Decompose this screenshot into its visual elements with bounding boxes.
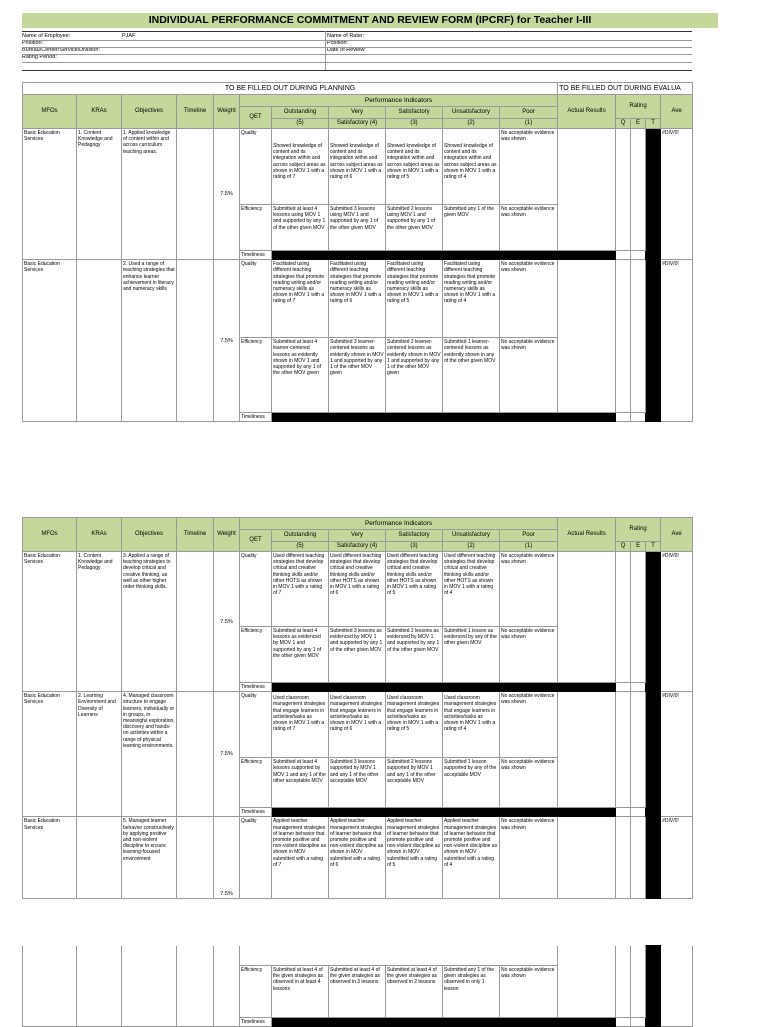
rating-q-cell[interactable] — [616, 552, 631, 683]
indicator-cell: Submitted at least 4 lessons as evidenced by MOV 1 and supported by any 1 of the other given MOV — [272, 627, 329, 683]
kra-cell: 1. Content Knowledge and Pedagogy — [77, 552, 122, 692]
header-objectives: Objectives — [122, 95, 177, 129]
qet-timeliness: Timeliness — [240, 251, 272, 260]
rating-t-cell — [646, 260, 661, 422]
indicator-cell: Submitted 1 lesson as evidenced by any of the other given MOV — [443, 627, 500, 683]
qet-quality: Quality — [240, 552, 272, 627]
divider — [22, 40, 692, 41]
indicator-cell: Applied teacher management strategies of learner behavior that promote positive and non-violent discipline as shown in MOV submitted with a rating of 5 — [386, 817, 443, 899]
objective-cell — [122, 946, 177, 1027]
objective-cell: 3. Applied a range of teaching strategies to develop critical and creative thinking, as well as other higher order thinking skills. — [122, 552, 177, 692]
header-qet: QET — [240, 530, 272, 552]
rater-position-label: Position: — [327, 40, 349, 46]
qet-timeliness: Timeliness — [240, 808, 272, 817]
kra-cell — [77, 260, 122, 422]
timeliness-bar — [272, 683, 616, 692]
header-rating: Rating — [616, 95, 661, 119]
qet-timeliness: Timeliness — [240, 413, 272, 422]
indicator-cell: Used classroom management strategies that engage learners in activities/tasks as shown in MOV 1 with a rating of 4 — [443, 692, 500, 758]
divider — [325, 31, 326, 70]
timeline-cell[interactable] — [177, 946, 214, 1027]
qet-timeliness: Timeliness — [240, 683, 272, 692]
header-poor-num: (1) — [500, 119, 558, 129]
header-very: Very — [329, 107, 386, 119]
kra-cell: 1. Content Knowledge and Pedagogy — [77, 129, 122, 260]
header-weight: Weight — [214, 95, 240, 129]
ipcrf-table-3 — [22, 945, 693, 1027]
qet-quality: Quality — [240, 129, 272, 205]
rating-e-cell — [631, 1018, 646, 1027]
indicator-cell: Used classroom management strategies that engage learners in activities/tasks as shown in MOV 1 with a rating of 6 — [329, 692, 386, 758]
weight-cell: 7.5% — [214, 817, 240, 899]
header-timeline: Timeline — [177, 95, 214, 129]
indicator-cell: No acceptable evidence was shown — [500, 758, 558, 808]
header-objectives: Objectives — [122, 518, 177, 552]
rating-q-cell — [616, 808, 631, 817]
rating-period-label: Rating Period: — [22, 54, 57, 60]
header-satisfactory-num: (3) — [386, 119, 443, 129]
header-performance-indicators: Performance Indicators — [240, 95, 558, 107]
rating-t-cell — [646, 817, 661, 899]
objective-cell: 1. Applied knowledge of content within and across curriculum teaching areas. — [122, 129, 177, 260]
rating-t-cell — [646, 552, 661, 692]
qet-efficiency: Efficiency — [240, 205, 272, 251]
indicator-cell: Showed knowledge of content and its integration within and across subject areas as shown in MOV 1 with a rating of 7 — [272, 129, 329, 205]
indicator-cell: Used different teaching strategies that develop critical and creative thinking skills and/or other HOTS as shown in MOV 1 with a rating of 7 — [272, 552, 329, 627]
indicator-cell: Applied teacher management strategies of learner behavior that promote positive and non-violent discipline as shown in MOV submitted with a rating of 4 — [443, 817, 500, 899]
ave-cell: #DIV/0! — [661, 552, 693, 692]
name-of-employee-label: Name of Employee: — [22, 33, 71, 39]
evaluation-label: TO BE FILLED OUT DURING EVALUA — [558, 83, 693, 95]
indicator-cell: No acceptable evidence was shown — [500, 966, 558, 1018]
timeline-cell[interactable] — [177, 692, 214, 817]
kra-cell — [77, 817, 122, 899]
rating-q-cell[interactable] — [616, 692, 631, 808]
header-performance-indicators: Performance Indicators — [240, 518, 558, 530]
timeline-cell[interactable] — [177, 129, 214, 260]
weight-cell: 7.5% — [214, 129, 240, 260]
header-outstanding: Outstanding — [272, 107, 329, 119]
ipcrf-table-1 — [22, 82, 693, 422]
divider — [22, 31, 692, 32]
header-e: E — [631, 119, 646, 129]
timeliness-bar — [272, 251, 616, 260]
timeliness-bar — [272, 808, 616, 817]
header-poor-num: (1) — [500, 542, 558, 552]
divider — [22, 62, 692, 63]
rating-q-cell[interactable] — [616, 260, 631, 413]
ave-cell — [661, 946, 693, 1027]
indicator-cell: Used classroom management strategies that engage learners in activities/tasks as shown in MOV 1 with a rating of 5 — [386, 692, 443, 758]
mfo-cell: Basic Education Services — [23, 552, 77, 692]
rating-e-cell — [631, 413, 646, 422]
rating-q-cell[interactable] — [616, 946, 631, 1018]
table-row — [23, 129, 693, 205]
ave-cell: #DIV/0! — [661, 692, 693, 817]
header-unsatisfactory-num: (2) — [443, 542, 500, 552]
rating-q-cell[interactable] — [616, 129, 631, 251]
mfo-cell: Basic Education Services — [23, 260, 77, 422]
rating-e-cell[interactable] — [631, 552, 646, 683]
indicator-cell: No acceptable evidence was shown — [500, 552, 558, 627]
header-t: T — [646, 119, 661, 129]
indicator-cell: Submitted any 1 of the given MOV — [443, 205, 500, 251]
indicator-cell: No acceptable evidence was shown — [500, 627, 558, 683]
header-mfos: MFOs — [23, 518, 77, 552]
mfo-cell: Basic Education Services — [23, 817, 77, 899]
indicator-cell: No acceptable evidence was shown — [500, 129, 558, 205]
header-q: Q — [616, 119, 631, 129]
rating-e-cell — [631, 683, 646, 692]
rating-t-cell — [646, 692, 661, 817]
actual-results-cell[interactable] — [558, 692, 616, 808]
indicator-cell: Facilitated using different teaching strategies that promote reading writing and/or numeracy skills as shown in MOV 1 with a rating of 4 — [443, 260, 500, 338]
indicator-cell: No acceptable evidence was shown — [500, 260, 558, 338]
indicator-cell: Submitted 2 lessons supported by MOV 1 and any 1 of the other acceptable MOV — [386, 758, 443, 808]
objective-cell: 4. Managed classroom structure to engage learners, individually or in groups, in meaningful exploration, discovery and hands-on activities within a range of physical learning environments. — [122, 692, 177, 817]
header-outstanding-num: (5) — [272, 119, 329, 129]
indicator-cell: Used different teaching strategies that develop critical and creative thinking skills and/or other HOTS as shown in MOV 1 with a rating of 4 — [443, 552, 500, 627]
actual-results-cell[interactable] — [558, 946, 616, 1018]
header-very: Very — [329, 530, 386, 542]
indicator-cell: Submitted 3 lessons as evidenced by MOV 1 and supported by any 1 of the other given MOV — [329, 627, 386, 683]
header-e: E — [631, 542, 646, 552]
header-unsatisfactory: Unsatisfactory — [443, 107, 500, 119]
divider — [22, 47, 692, 48]
rating-e-cell[interactable] — [631, 260, 646, 413]
indicator-cell: Submitted any 1 of the given strategies as observed in only 1 lesson — [443, 966, 500, 1018]
rating-q-cell[interactable] — [616, 817, 631, 899]
qet-efficiency: Efficiency — [240, 758, 272, 808]
rating-e-cell[interactable] — [631, 946, 646, 1018]
actual-results-cell[interactable] — [558, 129, 616, 251]
indicator-cell: Used different teaching strategies that develop critical and creative thinking skills and/or other HOTS as shown in MOV 1 with a rating of 6 — [329, 552, 386, 627]
timeliness-bar — [272, 1018, 616, 1027]
table-row — [23, 260, 693, 338]
weight-cell: 7.5% — [214, 552, 240, 692]
indicator-cell: Facilitated using different teaching strategies that promote reading writing and/or numeracy skills as shown in MOV 1 with a rating of 7 — [272, 260, 329, 338]
indicator-cell: Submitted at least 4 learner-centered lessons as evidently shown in MOV 1 and supported by any 1 of the other MOV given — [272, 338, 329, 413]
header-ave: Ave — [661, 518, 693, 552]
indicator-cell: Used different teaching strategies that develop critical and creative thinking skills and/or other HOTS as shown in MOV 1 with a rating of 5 — [386, 552, 443, 627]
header-weight: Weight — [214, 518, 240, 552]
header-outstanding-num: (5) — [272, 542, 329, 552]
actual-results-cell[interactable] — [558, 552, 616, 683]
rating-t-cell — [646, 129, 661, 260]
indicator-cell: Showed knowledge of content and its integration within and across subject areas as shown in MOV 1 with a rating of 4 — [443, 129, 500, 205]
indicator-cell: Submitted at least 4 of the given strategies as observed in at least 4 lessons — [272, 966, 329, 1018]
actual-results-cell[interactable] — [558, 817, 616, 899]
objective-cell: 2. Used a range of teaching strategies that enhance learner achievement in literacy and numeracy skills — [122, 260, 177, 422]
form-title: INDIVIDUAL PERFORMANCE COMMITMENT AND REVIEW FORM (IPCRF) for Teacher I-III — [22, 13, 718, 28]
position-label: Position: — [22, 40, 44, 46]
indicator-cell: Submitted 2 lessons using MOV 1 and supported by any 1 of the other given MOV — [386, 205, 443, 251]
rating-q-cell — [616, 413, 631, 422]
rating-q-cell — [616, 1018, 631, 1027]
qet-quality: Quality — [240, 692, 272, 758]
rating-e-cell — [631, 808, 646, 817]
ipcrf-table-2 — [22, 517, 693, 899]
header-q: Q — [616, 542, 631, 552]
rater-info — [327, 33, 627, 54]
weight-cell: 7.5% — [214, 260, 240, 422]
qet-efficiency: Efficiency — [240, 627, 272, 683]
header-satisfactory: Satisfactory — [386, 107, 443, 119]
qet-efficiency: Efficiency — [240, 966, 272, 1018]
spacer — [240, 946, 558, 966]
header-satisfactory: Satisfactory — [386, 530, 443, 542]
timeline-cell[interactable] — [177, 552, 214, 692]
header-ave: Ave — [661, 95, 693, 129]
header-poor: Poor — [500, 107, 558, 119]
timeline-cell[interactable] — [177, 260, 214, 422]
header-satisfactory-num: (3) — [386, 542, 443, 552]
indicator-cell: Submitted 2 lessons as evidenced by MOV 1 and supported by any 1 of the other given MOV — [386, 627, 443, 683]
qet-efficiency: Efficiency — [240, 338, 272, 413]
header-mfos: MFOs — [23, 95, 77, 129]
indicator-cell: Submitted 2 learner-centered lessons as evidently shown in MOV 1 and supported by any 1 of the other MOV given — [386, 338, 443, 413]
rating-q-cell — [616, 251, 631, 260]
header-very-sat: Satisfactory (4) — [329, 542, 386, 552]
table-row — [23, 692, 693, 758]
indicator-cell: Submitted 3 lessons supported by MOV 1 and any 1 of the other acceptable MOV — [329, 758, 386, 808]
indicator-cell: Submitted at least 4 of the given strategies as observed in 2 lessons — [386, 966, 443, 1018]
date-of-review-label: Date of Review: — [327, 47, 366, 53]
indicator-cell: Showed knowledge of content and its integration within and across subject areas as shown in MOV 1 with a rating of 6 — [329, 129, 386, 205]
rating-e-cell[interactable] — [631, 817, 646, 899]
qet-quality: Quality — [240, 260, 272, 338]
indicator-cell: No acceptable evidence was shown — [500, 338, 558, 413]
indicator-cell: Facilitated using different teaching strategies that promote reading writing and/or numeracy skills as shown in MOV 1 with a rating of 6 — [329, 260, 386, 338]
indicator-cell: Submitted at least 4 lessons supported by MOV 1 and any 1 of the other acceptable MOV — [272, 758, 329, 808]
timeliness-bar — [272, 413, 616, 422]
ave-cell: #DIV/0! — [661, 817, 693, 899]
indicator-cell: Submitted 1 lesson supported by any of the acceptable MOV — [443, 758, 500, 808]
qet-quality: Quality — [240, 817, 272, 899]
actual-results-cell[interactable] — [558, 260, 616, 413]
header-poor: Poor — [500, 530, 558, 542]
mfo-cell: Basic Education Services — [23, 129, 77, 260]
qet-timeliness: Timeliness — [240, 1018, 272, 1027]
header-kras: KRAs — [77, 95, 122, 129]
header-rating: Rating — [616, 518, 661, 542]
weight-cell: 7.5% — [214, 692, 240, 817]
planning-label: TO BE FILLED OUT DURING PLANNING — [23, 83, 558, 95]
ave-cell: #DIV/0! — [661, 260, 693, 422]
header-actual-results: Actual Results — [558, 518, 616, 552]
weight-cell — [214, 946, 240, 1027]
mfo-cell — [23, 946, 77, 1027]
indicator-cell: Submitted 3 learner-centered lessons as evidently shown in MOV 1 and supported by any 1 of the other MOV given — [329, 338, 386, 413]
indicator-cell: Applied teacher management strategies of learner behavior that promote positive and non-violent discipline as shown in MOV submitted with a rating of 6 — [329, 817, 386, 899]
header-timeline: Timeline — [177, 518, 214, 552]
header-qet: QET — [240, 107, 272, 129]
indicator-cell: No acceptable evidence was shown — [500, 817, 558, 899]
indicator-cell: Submitted 1 learner-centered lessons as evidently shown in any of the other given MOV — [443, 338, 500, 413]
objective-cell: 5. Managed learner behavior constructively by applying positive and non-violent discipline to ensure learning-focused environment — [122, 817, 177, 899]
bureau-label: Bureau/Center/Service/Division: — [22, 47, 100, 53]
indicator-cell: Submitted at least 4 of the given strategies as observed in 3 lessons — [329, 966, 386, 1018]
indicator-cell: Used classroom management strategies that engage learners in activities/tasks as shown in MOV 1 with a rating of 7 — [272, 692, 329, 758]
header-kras: KRAs — [77, 518, 122, 552]
indicator-cell: Submitted at least 4 lessons using MOV 1 and supported by any 1 of the other given MOV — [272, 205, 329, 251]
indicator-cell: Submitted 3 lessons using MOV 1 and supported by any 1 of the other given MOV — [329, 205, 386, 251]
header-actual-results: Actual Results — [558, 95, 616, 129]
mfo-cell: Basic Education Services — [23, 692, 77, 817]
rating-q-cell — [616, 683, 631, 692]
divider — [22, 54, 692, 55]
indicator-cell: No acceptable evidence was shown — [500, 205, 558, 251]
indicator-cell: No acceptable evidence was shown — [500, 692, 558, 758]
indicator-cell: Showed knowledge of content and its integration within and across subject areas as shown in MOV 1 with a rating of 5 — [386, 129, 443, 205]
page-break — [0, 913, 768, 945]
indicator-cell: Applied teacher management strategies of learner behavior that promote positive and non-violent discipline as shown in MOV submitted with a rating of 7 — [272, 817, 329, 899]
header-unsatisfactory: Unsatisfactory — [443, 530, 500, 542]
timeline-cell[interactable] — [177, 817, 214, 899]
kra-cell: 2. Learning Environment and Diversity of Learners — [77, 692, 122, 817]
kra-cell — [77, 946, 122, 1027]
header-unsatisfactory-num: (2) — [443, 119, 500, 129]
rating-e-cell — [631, 251, 646, 260]
header-outstanding: Outstanding — [272, 530, 329, 542]
rating-t-cell — [646, 946, 661, 1027]
table-row — [23, 552, 693, 627]
name-of-employee-value[interactable]: PJAF — [122, 33, 136, 39]
table-row — [23, 817, 693, 899]
name-of-rater-label: Name of Rater: — [327, 33, 365, 39]
ave-cell: #DIV/0! — [661, 129, 693, 260]
rating-e-cell[interactable] — [631, 129, 646, 251]
divider — [22, 70, 692, 71]
header-very-sat: Satisfactory (4) — [329, 119, 386, 129]
indicator-cell: Facilitated using different teaching strategies that promote reading writing and/or numeracy skills as shown in MOV 1 with a rating of 5 — [386, 260, 443, 338]
rating-e-cell[interactable] — [631, 692, 646, 808]
header-t: T — [646, 542, 661, 552]
